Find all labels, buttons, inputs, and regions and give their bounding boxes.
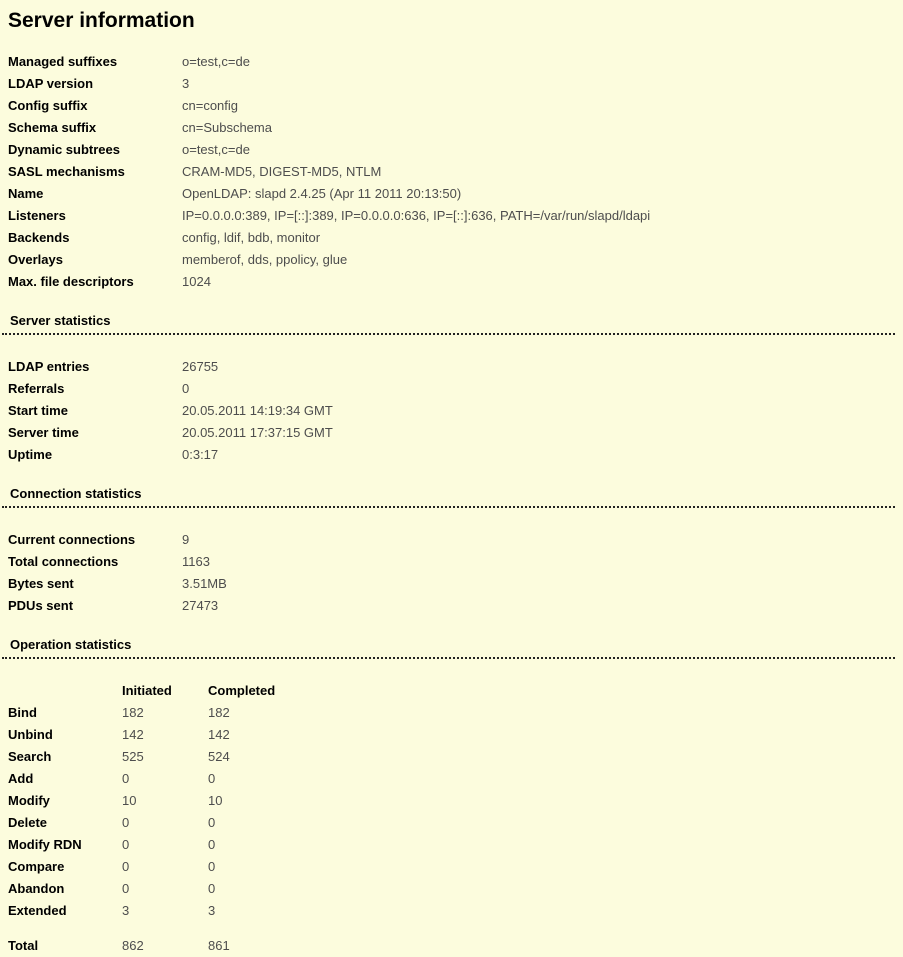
ops-initiated: 182: [122, 705, 144, 720]
ops-header-initiated: Initiated: [122, 683, 172, 698]
ops-completed: 182: [208, 705, 230, 720]
ops-header-row: [8, 680, 895, 702]
info-label: Schema suffix: [8, 120, 97, 135]
ops-row-add: [8, 768, 895, 790]
ops-initiated: 0: [122, 771, 130, 786]
info-row-overlays: [8, 249, 895, 271]
ops-initiated: 0: [122, 881, 130, 896]
server-statistics-list: [8, 356, 895, 466]
info-row-sasl-mechanisms: [8, 161, 895, 183]
info-value: OpenLDAP: slapd 2.4.25 (Apr 11 2011 20:13:50): [182, 186, 462, 201]
stat-value: 26755: [182, 359, 219, 374]
ops-initiated: 0: [122, 859, 130, 874]
ops-header-completed: Completed: [208, 683, 276, 698]
info-row-backends: [8, 227, 895, 249]
info-label: Overlays: [8, 252, 63, 267]
info-value: o=test,c=de: [182, 142, 250, 157]
ops-completed: 0: [208, 771, 216, 786]
info-label: Managed suffixes: [8, 54, 118, 69]
stat-row-start-time: [8, 400, 895, 422]
info-value: CRAM-MD5, DIGEST-MD5, NTLM: [182, 164, 382, 179]
ops-initiated: 0: [122, 837, 130, 852]
info-row-schema-suffix: [8, 117, 895, 139]
stat-row-referrals: [8, 378, 895, 400]
stat-label: LDAP entries: [8, 359, 90, 374]
conn-row-pdus-sent: [8, 595, 895, 617]
connection-statistics-list: [8, 529, 895, 617]
ops-row-abandon: [8, 878, 895, 900]
info-value: cn=Subschema: [182, 120, 272, 135]
info-value: o=test,c=de: [182, 54, 250, 69]
ops-completed: 0: [208, 859, 216, 874]
ops-completed: 0: [208, 815, 216, 830]
conn-label: Total connections: [8, 554, 119, 569]
ops-label: Abandon: [8, 881, 65, 896]
info-label: SASL mechanisms: [8, 164, 125, 179]
operation-statistics-heading: Operation statistics: [2, 635, 895, 659]
stat-value: 20.05.2011 14:19:34 GMT: [182, 403, 333, 418]
ops-initiated: 3: [122, 903, 130, 918]
ops-row-modify-rdn: [8, 834, 895, 856]
ops-completed: 3: [208, 903, 216, 918]
ops-row-compare: [8, 856, 895, 878]
stat-row-uptime: [8, 444, 895, 466]
ops-row-bind: [8, 702, 895, 724]
ops-row-search: [8, 746, 895, 768]
ops-row-delete: [8, 812, 895, 834]
stat-row-ldap-entries: [8, 356, 895, 378]
ops-total-initiated: 862: [122, 938, 144, 953]
info-value: memberof, dds, ppolicy, glue: [182, 252, 348, 267]
ops-row-unbind: [8, 724, 895, 746]
info-row-managed-suffixes: [8, 51, 895, 73]
operation-statistics-table: [8, 680, 895, 957]
ops-label: Unbind: [8, 727, 53, 742]
ops-completed: 0: [208, 881, 216, 896]
stat-value: 0:3:17: [182, 447, 219, 462]
server-statistics-heading: Server statistics: [2, 311, 895, 335]
ops-row-extended: [8, 900, 895, 922]
ops-label: Bind: [8, 705, 37, 720]
info-row-max-file-descriptors: [8, 271, 895, 293]
info-row-config-suffix: [8, 95, 895, 117]
info-row-listeners: [8, 205, 895, 227]
info-row-name: [8, 183, 895, 205]
conn-label: Bytes sent: [8, 576, 74, 591]
stat-label: Uptime: [8, 447, 53, 462]
ops-initiated: 10: [122, 793, 137, 808]
ops-table-spacer: [8, 922, 895, 935]
ops-label: Extended: [8, 903, 67, 918]
ops-row-modify: [8, 790, 895, 812]
conn-label: Current connections: [8, 532, 136, 547]
info-row-ldap-version: [8, 73, 895, 95]
conn-row-total-connections: [8, 551, 895, 573]
conn-row-bytes-sent: [8, 573, 895, 595]
info-value: 3: [182, 76, 190, 91]
info-row-dynamic-subtrees: [8, 139, 895, 161]
info-value: 1024: [182, 274, 211, 289]
ops-header-empty: [8, 680, 122, 702]
ops-completed: 524: [208, 749, 230, 764]
server-info-list: [8, 51, 895, 293]
info-label: Dynamic subtrees: [8, 142, 120, 157]
conn-value: 1163: [182, 554, 210, 569]
ops-label: Search: [8, 749, 52, 764]
conn-value: 9: [182, 532, 190, 547]
info-label: Listeners: [8, 208, 66, 223]
ops-row-total: [8, 935, 895, 957]
conn-label: PDUs sent: [8, 598, 74, 613]
stat-value: 20.05.2011 17:37:15 GMT: [182, 425, 333, 440]
ops-completed: 10: [208, 793, 223, 808]
ops-label: Modify: [8, 793, 50, 808]
info-value: config, ldif, bdb, monitor: [182, 230, 321, 245]
ops-label: Add: [8, 771, 34, 786]
info-label: LDAP version: [8, 76, 94, 91]
ops-initiated: 525: [122, 749, 144, 764]
ops-completed: 0: [208, 837, 216, 852]
info-label: Max. file descriptors: [8, 274, 134, 289]
stat-value: 0: [182, 381, 190, 396]
ops-label: Compare: [8, 859, 65, 874]
info-label: Backends: [8, 230, 70, 245]
stat-label: Referrals: [8, 381, 65, 396]
ops-label: Modify RDN: [8, 837, 82, 852]
stat-label: Server time: [8, 425, 79, 440]
info-label: Name: [8, 186, 44, 201]
ops-total-completed: 861: [208, 938, 230, 953]
conn-row-current-connections: [8, 529, 895, 551]
ops-initiated: 0: [122, 815, 130, 830]
info-label: Config suffix: [8, 98, 88, 113]
ops-label: Delete: [8, 815, 48, 830]
page-title: Server information: [8, 9, 195, 32]
ops-initiated: 142: [122, 727, 144, 742]
info-value: IP=0.0.0.0:389, IP=[::]:389, IP=0.0.0.0:636, IP=[::]:636, PATH=/var/run/slapd/ldapi: [182, 208, 651, 223]
ops-completed: 142: [208, 727, 230, 742]
stat-label: Start time: [8, 403, 68, 418]
conn-value: 27473: [182, 598, 219, 613]
ops-total-label: Total: [8, 938, 39, 953]
connection-statistics-heading: Connection statistics: [2, 484, 895, 508]
conn-value: 3.51MB: [182, 576, 227, 591]
stat-row-server-time: [8, 422, 895, 444]
info-value: cn=config: [182, 98, 239, 113]
